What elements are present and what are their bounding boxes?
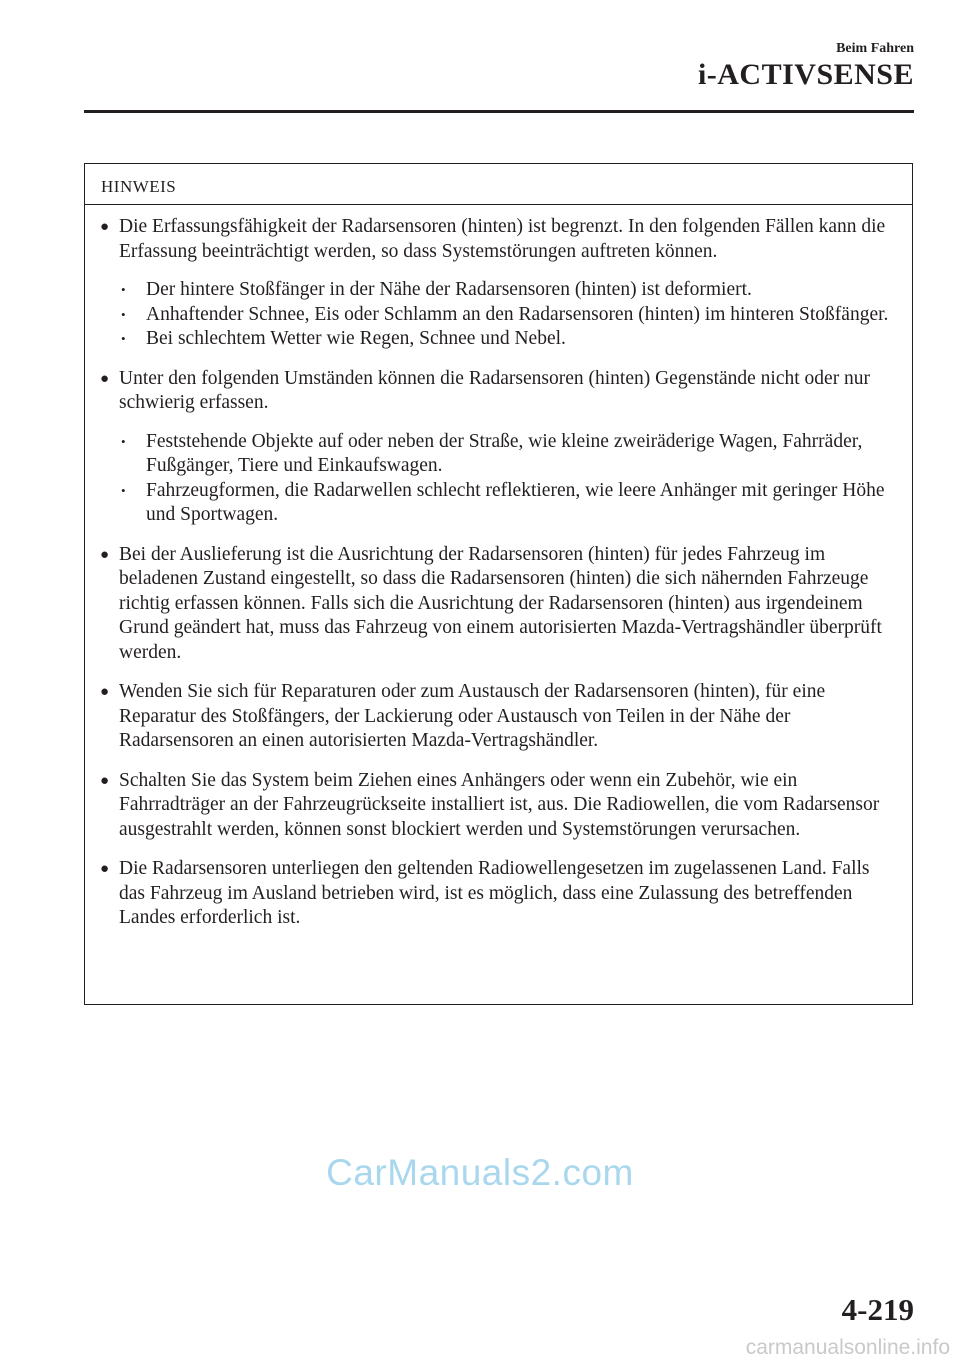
note-box xyxy=(84,163,913,1005)
sub-bullet-icon: • xyxy=(121,282,126,297)
note-item-text: Unter den folgenden Umständen können die Radarsensoren (hinten) Gegenstände nicht oder nur schwierig erfassen. xyxy=(119,367,871,413)
bullet-icon: ● xyxy=(100,861,110,877)
note-item xyxy=(99,367,898,528)
note-subitem-text: Fahrzeugformen, die Radarwellen schlecht reflektieren, wie leere Anhänger mit geringer Höhe und Sportwagen. xyxy=(146,479,885,525)
watermark-logo: CarManuals2.com xyxy=(326,1152,634,1193)
section-title: Beim Fahren xyxy=(836,41,914,56)
note-item xyxy=(99,680,898,754)
sub-bullet-icon: • xyxy=(121,482,126,498)
bullet-icon: ● xyxy=(100,546,110,563)
sub-bullet-icon: • xyxy=(121,331,126,346)
footer-watermark: carmanualsonline.info xyxy=(745,1336,950,1359)
note-subitem xyxy=(119,430,898,479)
note-title: HINWEIS xyxy=(101,177,177,196)
page-number: 4-219 xyxy=(841,1292,914,1327)
note-item xyxy=(99,215,898,352)
note-subitem xyxy=(119,479,898,528)
note-body xyxy=(99,215,898,946)
note-sublist xyxy=(99,278,898,352)
note-subitem-text: Anhaftender Schnee, Eis oder Schlamm an den Radarsensoren (hinten) im hinteren Stoßfänger. xyxy=(146,303,889,325)
note-item-text: Die Radarsensoren unterliegen den geltenden Radiowellengesetzen im zugelassenen Land. Falls das Fahrzeug im Ausland betrieben wird, ist es möglich, dass eine Zulassung des betreffenden Landes erforderlich ist. xyxy=(119,858,870,928)
bullet-icon: ● xyxy=(100,684,110,700)
sub-bullet-icon: • xyxy=(121,306,126,322)
note-subitem-text: Feststehende Objekte auf oder neben der Straße, wie kleine zweiräderige Wagen, Fahrräder, Fußgänger, Tiere und Einkaufswagen. xyxy=(146,430,863,476)
bullet-icon: ● xyxy=(100,219,110,235)
note-item xyxy=(99,857,898,931)
note-subitem xyxy=(119,303,898,328)
note-subitem-text: Der hintere Stoßfänger in der Nähe der Radarsensoren (hinten) ist deformiert. xyxy=(146,279,752,300)
bullet-icon: ● xyxy=(100,370,110,387)
note-item xyxy=(99,543,898,666)
note-item-text: Bei der Auslieferung ist die Ausrichtung der Radarsensoren (hinten) für jedes Fahrzeug im beladenen Zustand eingestellt, so dass die Radarsensoren (hinten) die sich nähernden Fahrzeuge richtig erfassen können. Falls sich die Ausrichtung der Radarsensoren (hinten) aus irgendeinem Grund geändert hat, muss das Fahrzeug von einem autorisierten Mazda-Vertragshändler überprüft werden. xyxy=(119,543,882,663)
sub-bullet-icon: • xyxy=(121,433,126,449)
note-item xyxy=(99,769,898,843)
note-subitem xyxy=(119,278,898,303)
bullet-icon: ● xyxy=(100,772,110,789)
note-subitem xyxy=(119,327,898,352)
page-header xyxy=(698,40,914,92)
note-item-text: Schalten Sie das System beim Ziehen eines Anhängers oder wenn ein Zubehör, wie ein Fahrradträger an der Fahrzeugrückseite installiert ist, aus. Die Radiowellen, die vom Radarsensor ausgestrahlt werden, können sonst blockiert werden und Systemstörungen verursachen. xyxy=(119,769,880,840)
note-item-text: Die Erfassungsfähigkeit der Radarsensoren (hinten) ist begrenzt. In den folgenden Fällen kann die Erfassung beeinträchtigt werden, so dass Systemstörungen auftreten können. xyxy=(119,216,886,262)
note-subitem-text: Bei schlechtem Wetter wie Regen, Schnee und Nebel. xyxy=(146,328,566,349)
note-item-text: Wenden Sie sich für Reparaturen oder zum Austausch der Radarsensoren (hinten), für eine Reparatur des Stoßfängers, der Lackierung oder Austausch von Teilen in der Nähe der Radarsensoren an einen autorisierten Mazda-Vertragshändler. xyxy=(119,681,826,751)
note-divider xyxy=(85,204,912,205)
header-rule xyxy=(84,110,914,113)
chapter-title: i-ACTIVSENSE xyxy=(697,58,914,91)
note-sublist xyxy=(99,430,898,528)
